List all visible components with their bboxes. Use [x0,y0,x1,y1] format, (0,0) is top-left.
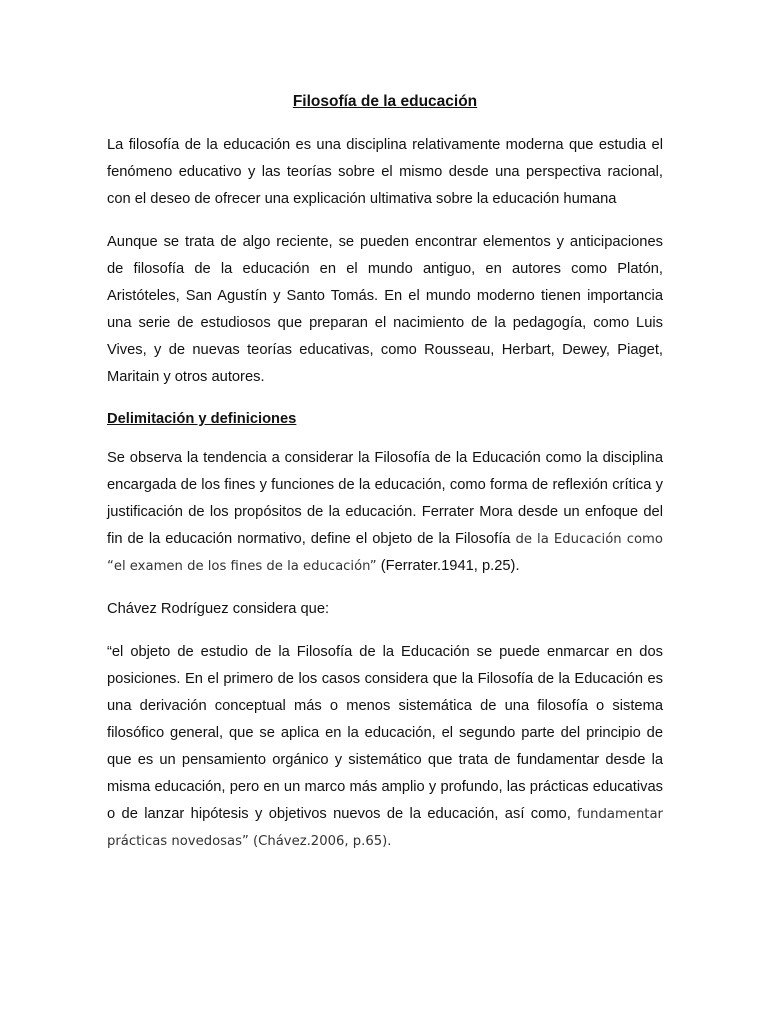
ferrater-quote: de la Educación como “el examen de los fines de la educación” [107,532,663,574]
paragraph-definition-text: Se observa la tendencia a considerar la Filosofía de la Educación como la disciplina encargada de los fines y funciones de la educación, como forma de reflexión crítica y justificación de los propósitos de la educación. Ferrater Mora desde un enfoque del fin de la educación normativo, define el objeto de la Filosofía [107,450,663,547]
paragraph-chavez-intro: Chávez Rodríguez considera que: [107,601,330,617]
chavez-quote-text: “el objeto de estudio de la Filosofía de la Educación se puede enmarcar en dos posiciones. En el primero de los casos considera que la Filosofía de la Educación es una derivación conceptual más o menos sistemática de una filosofía o sistema filosófico general, que se aplica en la educación, el segundo parte del principio de que es un pensamiento orgánico y sistemático que trata de fundamentar desde la misma educación, pero en un marco más amplio y profundo, las prácticas educativas o de lanzar hipótesis y objetivos nuevos de la educación, así como, [107,644,663,822]
document-page [107,91,663,871]
paragraph-definition [107,445,663,580]
paragraph-chavez-quote [107,639,663,855]
paragraph-intro: La filosofía de la educación es una disciplina relativamente moderna que estudia el fenómeno educativo y las teorías sobre el mismo desde una perspectiva racional, con el deseo de ofrecer una explicación ultimativa sobre la educación humana [107,137,663,207]
chavez-quote-tail: fundamentar prácticas novedosas” (Chávez.2006, p.65). [107,807,663,849]
ferrater-citation: (Ferrater.1941, p.25). [380,558,520,574]
document-title: Filosofía de la educación [292,93,478,110]
paragraph-history: Aunque se trata de algo reciente, se pueden encontrar elementos y anticipaciones de filosofía de la educación en el mundo antiguo, en autores como Platón, Aristóteles, San Agustín y Santo Tomás. En el mundo moderno tienen importancia una serie de estudiosos que preparan el nacimiento de la pedagogía, como Luis Vives, y de nuevas teorías educativas, como Rousseau, Herbart, Dewey, Piaget, Maritain y otros autores. [107,234,663,385]
section-heading: Delimitación y definiciones [107,411,297,427]
